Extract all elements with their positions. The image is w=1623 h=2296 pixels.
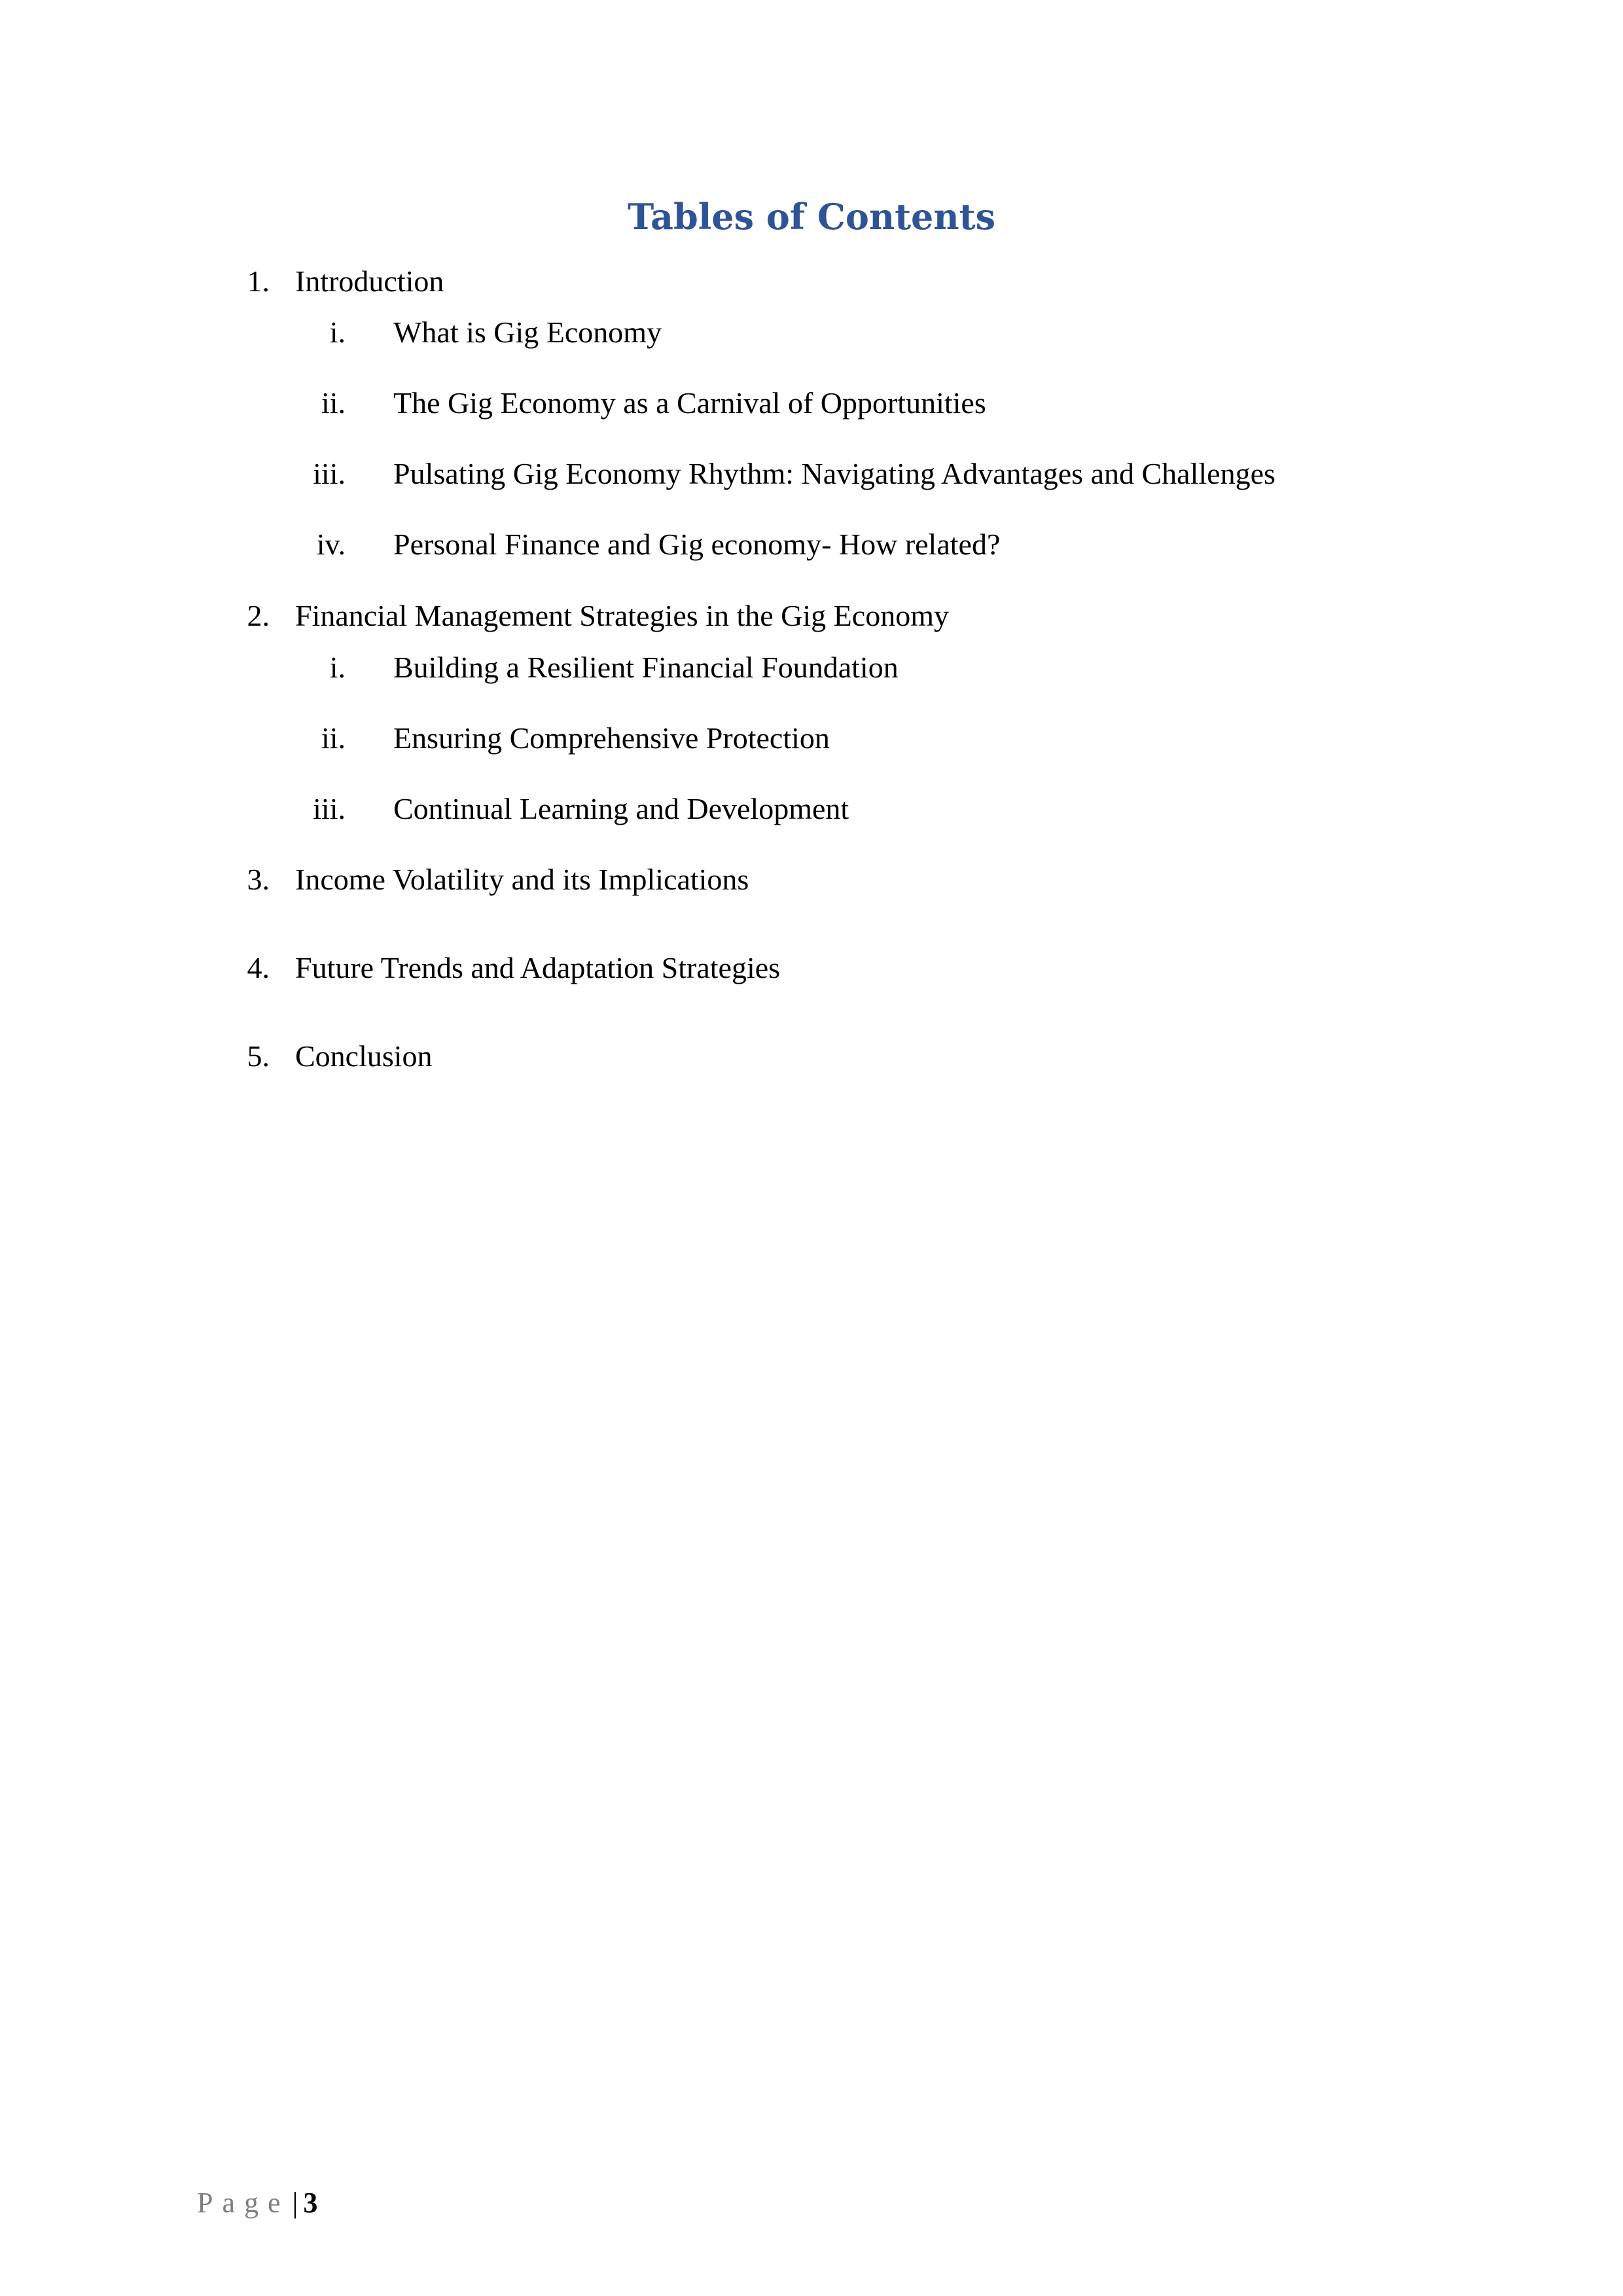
toc-subentry-label: Pulsating Gig Economy Rhythm: Navigating Advantages and Challenges — [393, 457, 1275, 490]
toc-entry-number: 5. — [247, 1039, 270, 1073]
toc-entry-label: Conclusion — [295, 1039, 433, 1073]
toc-entry-number: 1. — [247, 264, 270, 298]
toc-entry-label: Income Volatility and its Implications — [295, 863, 749, 896]
toc-subentry-label: Personal Finance and Gig economy- How related? — [393, 528, 1001, 561]
page-footer — [197, 2183, 317, 2223]
toc-subentry-number: ii. — [321, 721, 346, 755]
toc-subentry-label: Continual Learning and Development — [393, 792, 849, 825]
toc-subentry-number: ii. — [321, 386, 346, 420]
toc-subentry-label: The Gig Economy as a Carnival of Opportunities — [393, 386, 986, 420]
toc-subentry-label: Building a Resilient Financial Foundation — [393, 651, 899, 684]
toc-subentry-number: i. — [329, 651, 346, 684]
toc-title: Tables of Contents — [627, 196, 996, 238]
toc-entry-label: Introduction — [295, 264, 444, 298]
toc-entry-number: 2. — [247, 599, 270, 632]
toc-entry-label: Future Trends and Adaptation Strategies — [295, 951, 781, 984]
toc-subentry-number: iii. — [313, 457, 346, 490]
toc-entry-label: Financial Management Strategies in the Gig Economy — [295, 599, 949, 632]
toc-subentry-number: iii. — [313, 792, 346, 825]
footer-page-number: 3 — [303, 2187, 318, 2219]
toc-subentry-label: What is Gig Economy — [393, 315, 662, 349]
toc-entry-number: 4. — [247, 951, 270, 984]
footer-page-word: Page — [197, 2187, 290, 2219]
toc-entry-number: 3. — [247, 863, 270, 896]
toc-subentry-label: Ensuring Comprehensive Protection — [393, 721, 830, 755]
toc-subentry-number: iv. — [316, 528, 346, 561]
toc-subentry-number: i. — [329, 315, 346, 349]
footer-separator: | — [292, 2187, 298, 2219]
